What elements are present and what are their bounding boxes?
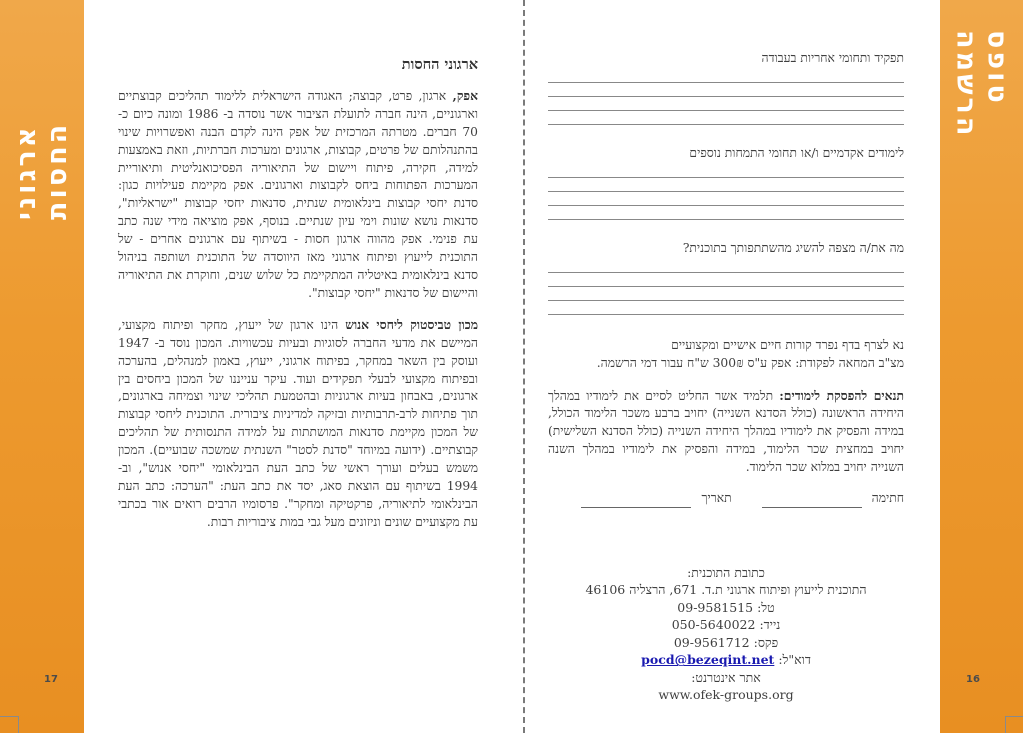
question-role: תפקיד ותחומי אחריות בעבודה	[761, 51, 904, 65]
ofek-paragraph	[118, 87, 478, 303]
answer-line[interactable]	[548, 314, 904, 315]
tavistock-description: הינו ארגון של ייעוץ, מחקר ופיתוח מקצועי, המיישם את מדעי החברה לסוגיות ובעיות עכשוויות. המכון נוסד ב- 1947 ועוסק בין השאר במחקר, בפיתוח ארגוני, ייעוץ, באמון למנהלים, בהערכה ובפיתוח מקצועי לבעלי תפקידים ועוד. עיקר ענייננו של המכון ביחסים בין ארגונים, באבחון בעיות ארגוניות ובהטמעת תהליכי שינוי וצמיחה בארגונים, תוך פתיחות לרב-תרבותיות ובזיקה למדיניות ציבורית. התוכנית ליחסי קבוצות של המכון מקיימת סדנאות המושתתות על למידה התנסותית של תהליכים קבוצתיים. (ידועה במיוחד "סדנת לסטר" השנתית שמשכה שבועיים). המכון משמש בעלים ועורך ראשי של כתב העת הבינלאומי "יחסי אנוש", וב- 1994 בשיתוף עם הוצאת סאג, יסד את כתב העת: "הערכה: כתב העת הבינלאומי לתיאוריה, פרקטיקה ומחקר". פרסומיו הרבים רואים אור בכתבי עת מקצועיים שונים וניזונים מעל גבי במות ציבוריות רבות.	[118, 317, 478, 529]
fax-row	[548, 634, 904, 652]
crop-mark	[1005, 716, 1006, 733]
tavistock-paragraph	[118, 316, 478, 532]
expectations-answer-lines[interactable]	[548, 272, 904, 315]
crop-mark	[0, 716, 18, 717]
website-link[interactable]: www.ofek-groups.org	[658, 687, 794, 703]
signature-label: חתימה	[871, 491, 904, 506]
ofek-name: אפק,	[452, 87, 478, 103]
right-side-band	[940, 0, 1023, 733]
phone-row	[548, 599, 904, 617]
terms-heading: תנאים להפסקת לימודים:	[779, 387, 904, 403]
answer-line[interactable]	[548, 177, 904, 178]
terms-text: תלמיד אשר החליט לסיים את לימודיו במהלך היחידה הראשונה (כולל הסדנא השנייה) יחויב ברבע משכר הלימוד הכולל, במידה והפסיק את לימודיו במהלך היחידה השנייה (כולל הסדנא השלישית) יחויב במחצית שכר הלימוד, במידה והפסיק את לימודיו במהלך השנה השנייה יחויב במלוא שכר הלימוד.	[548, 388, 904, 475]
answer-line[interactable]	[548, 82, 904, 83]
mobile-label: נייד:	[759, 617, 781, 633]
role-answer-lines[interactable]	[548, 82, 904, 125]
right-band-title: טופס הרשמה	[950, 30, 1013, 139]
left-page-number: 17	[44, 674, 58, 685]
signature-row	[548, 490, 904, 508]
mobile-value: 050-5640022	[671, 617, 756, 633]
left-page-content	[118, 56, 478, 545]
answer-line[interactable]	[548, 205, 904, 206]
website-label: אתר אינטרנט:	[691, 669, 761, 685]
attach-cv-note: נא לצרף בדף נפרד קורות חיים אישיים ומקצועיים	[671, 337, 904, 352]
page-fold-divider	[523, 0, 525, 733]
email-row	[548, 651, 904, 669]
education-answer-lines[interactable]	[548, 177, 904, 220]
answer-line[interactable]	[548, 96, 904, 97]
signature-field[interactable]	[762, 490, 862, 508]
answer-line[interactable]	[548, 272, 904, 273]
fax-label: פקס:	[753, 634, 779, 650]
tavistock-name: מכון טביסטוק ליחסי אנוש	[345, 316, 478, 332]
ofek-description: ארגון, פרט, קבוצה; האגודה הישראלית ללימוד תהליכים קבוצתיים וארגוניים, הינה חברה לתועלת הציבור אשר נוסדה ב- 1986 ומונה כיום כ- 70 חברים. מטרתה המרכזית של אפק הינה לקדם הבנה ואפשרויות שינוי בהתנהלותם של פרטים, קבוצות, ארגונים ומערכות חברתיות, וזאת באמצעות למידה, חקירה, פיתוח ויישום של התיאוריה הפסיכואנליטית ותיאוריית המערכות הפתוחות ביחס לקבוצות וארגונים. אפק מקיימת פעילויות כגון: סדנת יחסי קבוצות בינלאומית שנתית, סדנאות יחסי קבוצות "ישראליות", סדנאות נושא שונות וימי עיון שנתיים. בנוסף, אפק מוציאה מידי שנה כתב עת פנימי. אפק מהווה ארגון חסות - בשיתוף עם ארגונים אחרים - של התוכנית לייעוץ ופיתוח ארגוני מאז היווסדה של התוכנית ושותפה בניהול סדנא בינלאומית באיטליה המתקיימת כל שלוש שנים, וחוקרת את התיאוריה והיישום של סדנאות "יחסי קבוצות".	[118, 88, 478, 300]
right-page-number: 16	[966, 674, 980, 685]
question-expectations: מה את/ה מצפה להשיג מהשתתפותך בתוכנית?	[682, 240, 904, 255]
phone-value: 09-9581515	[677, 599, 754, 615]
registration-form	[548, 50, 904, 704]
crop-mark	[18, 716, 19, 733]
crop-mark	[1005, 716, 1023, 717]
address-title: כתובת התוכנית:	[687, 564, 765, 580]
cancellation-terms	[548, 387, 904, 478]
date-label: תאריך	[701, 491, 732, 506]
answer-line[interactable]	[548, 110, 904, 111]
left-side-band	[0, 0, 84, 733]
program-address-block	[548, 564, 904, 704]
phone-label: טל:	[757, 599, 775, 615]
page-title: ארגוני החסות	[401, 56, 478, 73]
fax-value: 09-9561712	[673, 634, 750, 650]
fee-note: מצ"ב המחאה לפקודת: אפק ע"ס 300₪ ש"ח עבור דמי הרשמה.	[596, 355, 904, 370]
answer-line[interactable]	[548, 300, 904, 301]
question-education: לימודים אקדמיים ו/או תחומי התמחות נוספים	[689, 145, 904, 160]
email-label: דוא"ל:	[778, 652, 811, 668]
date-field[interactable]	[581, 490, 691, 508]
answer-line[interactable]	[548, 191, 904, 192]
answer-line[interactable]	[548, 286, 904, 287]
address-line: התוכנית לייעוץ ופיתוח ארגוני ת.ד. 671, הרצליה 46106	[585, 582, 867, 598]
left-band-title: ארגוני החסות	[11, 121, 73, 220]
answer-line[interactable]	[548, 219, 904, 220]
answer-line[interactable]	[548, 124, 904, 125]
mobile-row	[548, 616, 904, 634]
email-link[interactable]: pocd@bezeqint.net	[641, 652, 775, 668]
